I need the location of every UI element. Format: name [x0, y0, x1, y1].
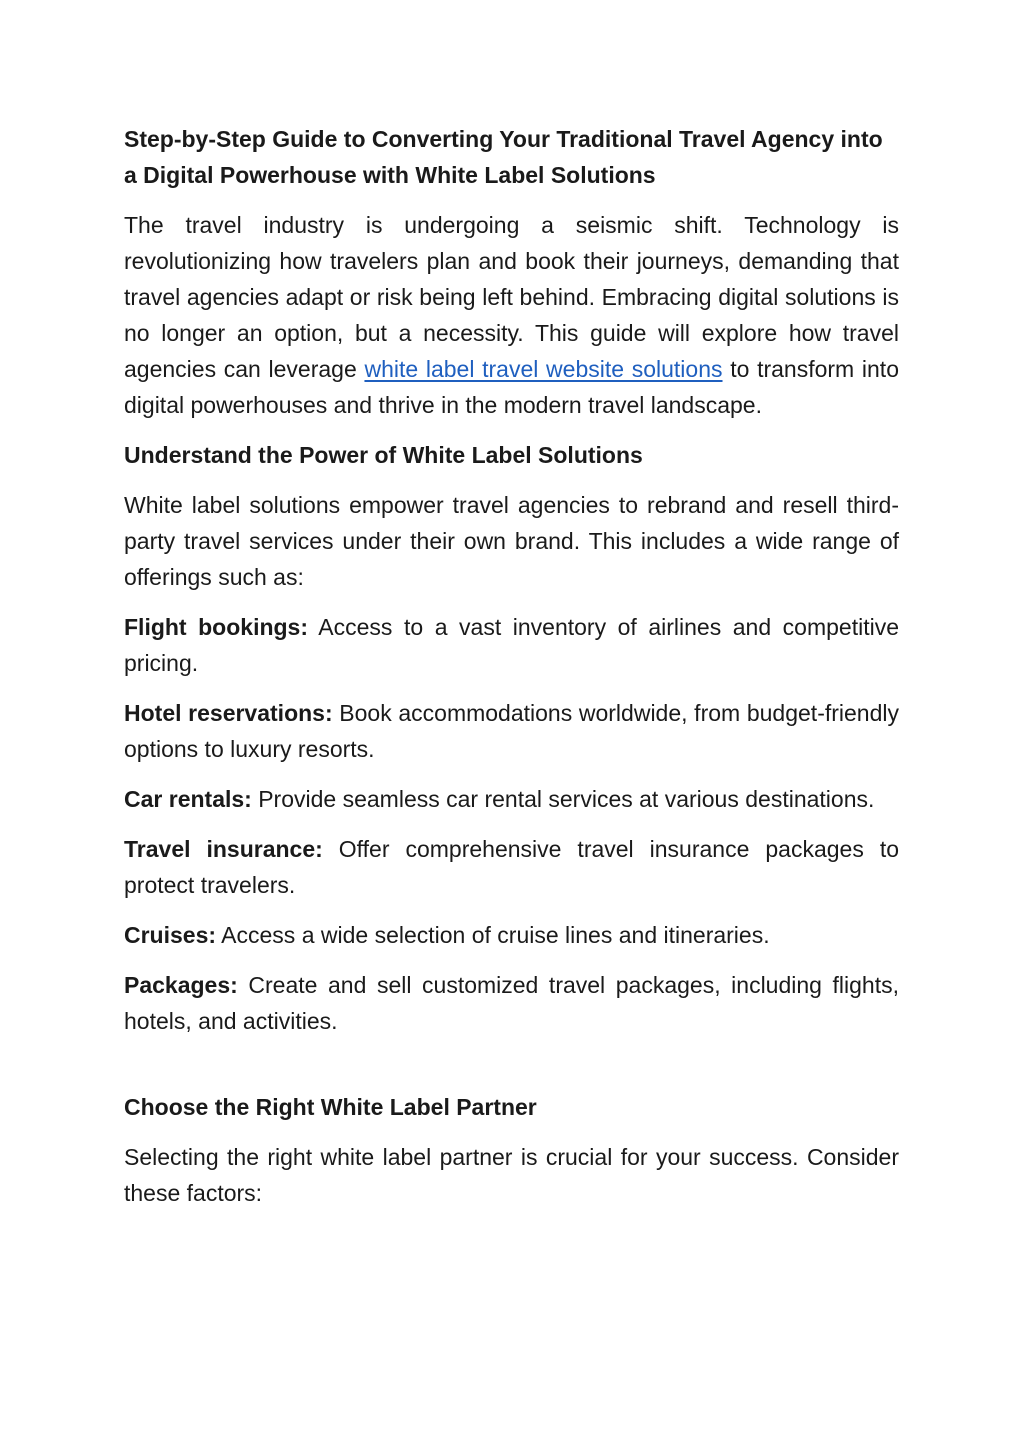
section-paragraph-partner: Selecting the right white label partner is crucial for your success. Consider these factors: — [124, 1144, 899, 1206]
offering-item-insurance — [124, 831, 899, 903]
offering-text: Access to a vast inventory of airlines and competitive pricing. — [124, 614, 899, 676]
document-title: Step-by-Step Guide to Converting Your Traditional Travel Agency into a Digital Powerhouse with White Label Solutions — [124, 126, 883, 188]
offering-term: Hotel reservations: — [124, 700, 333, 726]
intro-paragraph — [124, 207, 899, 423]
intro-text-before-link: The travel industry is undergoing a seismic shift. Technology is revolutionizing how travelers plan and book their journeys, demanding that travel agencies adapt or risk being left behind. Embracing digital solutions is no longer an option, but a necessity. This guide will explore how travel agencies can leverage — [124, 212, 899, 382]
offering-text: Create and sell customized travel packages, including flights, hotels, and activities. — [124, 972, 899, 1034]
section-paragraph-power: White label solutions empower travel agencies to rebrand and resell third-party travel services under their own brand. This includes a wide range of offerings such as: — [124, 492, 899, 590]
section-heading-power: Understand the Power of White Label Solutions — [124, 442, 643, 468]
offering-term: Cruises: — [124, 922, 217, 948]
offering-item-hotels — [124, 695, 899, 767]
offering-term: Flight bookings: — [124, 614, 309, 640]
intro-text-after-link: to transform into digital powerhouses and thrive in the modern travel landscape. — [124, 356, 899, 418]
offering-text: Book accommodations worldwide, from budget-friendly options to luxury resorts. — [124, 700, 899, 762]
offering-item-flights — [124, 609, 899, 681]
offering-text: Provide seamless car rental services at various destinations. — [251, 786, 875, 812]
offering-term: Packages: — [124, 972, 238, 998]
offering-term: Travel insurance: — [124, 836, 323, 862]
document-page — [124, 121, 899, 1225]
offering-text: Offer comprehensive travel insurance packages to protect travelers. — [124, 836, 899, 898]
section-heading-partner: Choose the Right White Label Partner — [124, 1094, 537, 1120]
white-label-travel-link[interactable]: white label travel website solutions — [364, 356, 723, 382]
offering-item-cruises — [124, 917, 899, 953]
offering-item-packages — [124, 967, 899, 1039]
offering-text: Access a wide selection of cruise lines and itineraries. — [216, 922, 770, 948]
section-spacer — [124, 1053, 899, 1089]
offering-term: Car rentals: — [124, 786, 252, 812]
offering-item-cars — [124, 781, 899, 817]
